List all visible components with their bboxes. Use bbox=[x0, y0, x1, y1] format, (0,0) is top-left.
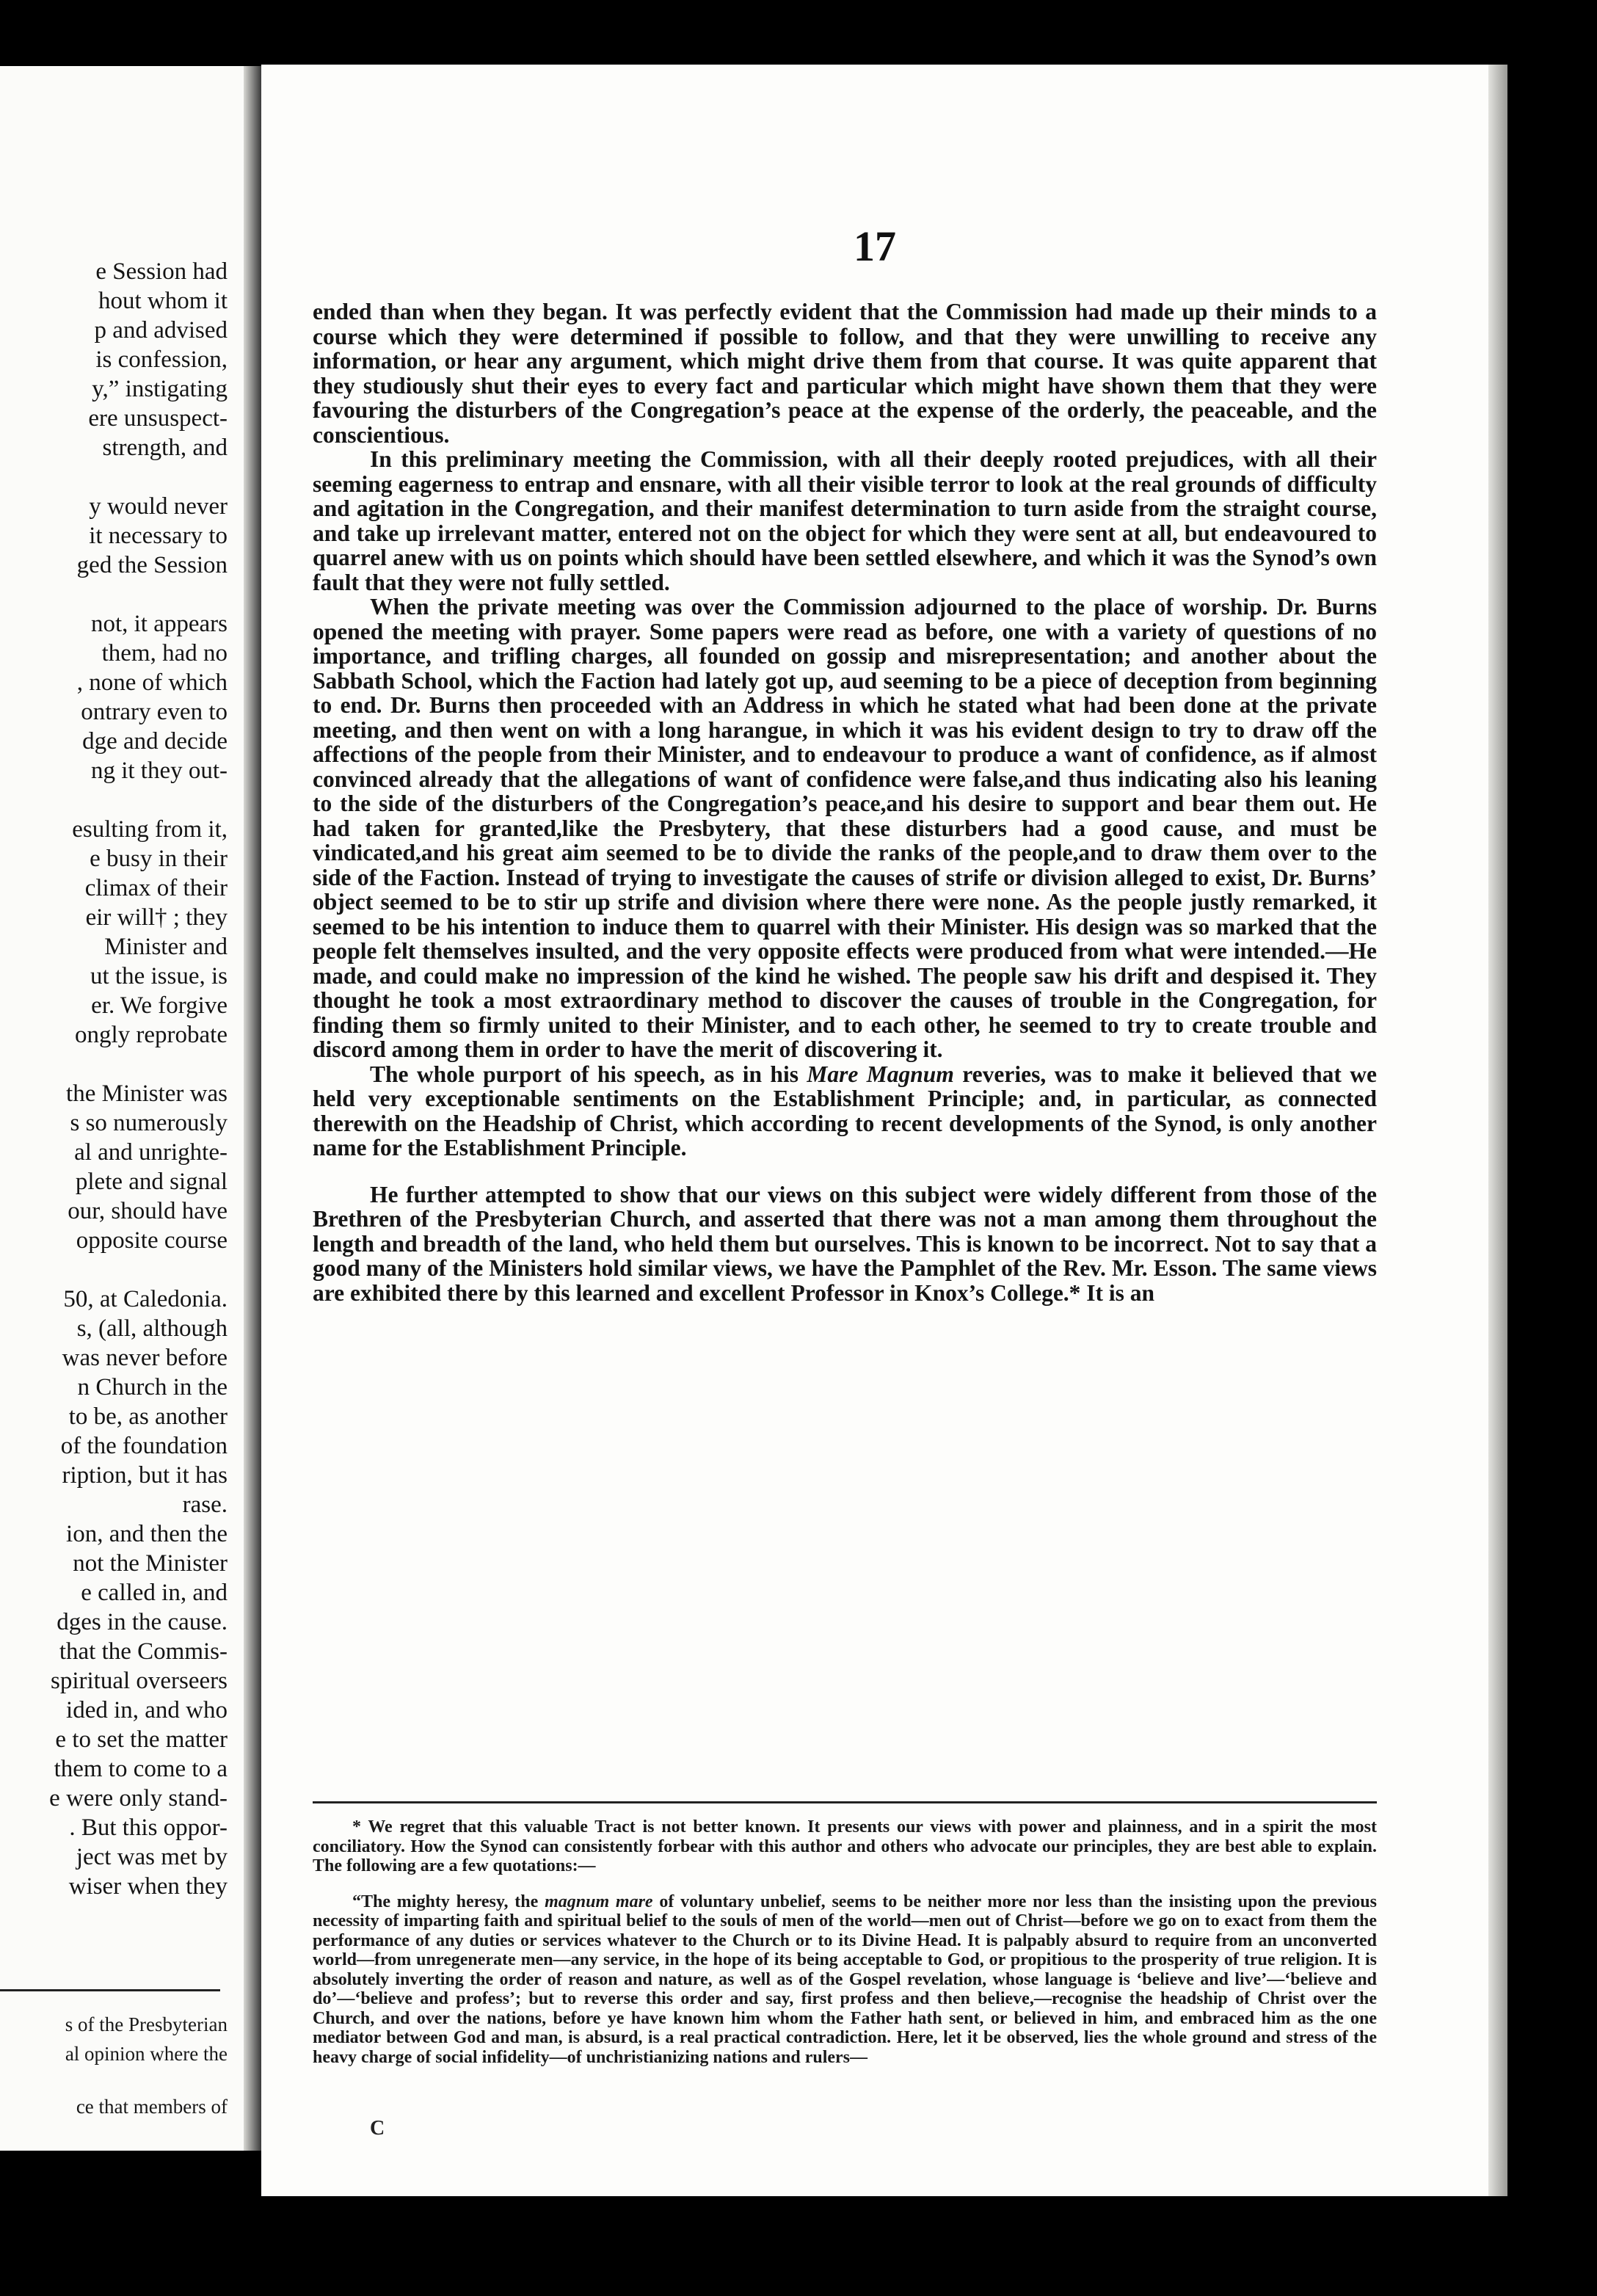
left-page-note-line bbox=[0, 2068, 228, 2092]
left-page-line: to be, as another bbox=[68, 1403, 228, 1430]
left-page-line: esulting from it, bbox=[72, 816, 228, 843]
left-page-line: ere unsuspect- bbox=[88, 405, 228, 432]
left-footnote-rule bbox=[0, 1989, 220, 1991]
left-page-line: ng it they out- bbox=[90, 758, 228, 784]
signature-mark: C bbox=[370, 2117, 385, 2140]
left-page-line bbox=[0, 785, 228, 815]
left-page-line: is confession, bbox=[95, 346, 228, 373]
paragraph-3: When the private meeting was over the Commission adjourned to the place of worship. Dr. Burns opened the meeting with prayer. Some papers were read as before, one with a variety of questions of no importance, and trifling charges, all founded on gossip and misrepresentation; and another about the Sabbath School, which the Faction had lately got up, aud seeming to be a piece of deception from beginning to end. Dr. Burns then proceeded with an Address in which he stated what had been done at the private meeting, and then went on with a long harangue, in which it was his evident design to try to draw off the affections of the people from their Minister, and to endeavour to produce a want of confidence, as if almost convinced already that the allegations of want of confidence were false,and thus indicating also his leaning to the side of the disturbers of the Congregation’s peace,and his desire to support and bear them out. He had taken for granted,like the Presbytery, that these disturbers had a good cause, and must be vindicated,and his great aim seemed to be to divide the ranks of the people,and to draw them over to the side of the Faction. Instead of trying to investigate the causes of strife or division alleged to exist, Dr. Burns’ object seemed to be to stir up strife and division where there were none. As the people justly remarked, it seemed to be his intention to induce them to quarrel with their Minister. His design was so marked that the people felt themselves insulted, and the very opposite effects were produced from what were intended.—He made, and could make no impression of the kind he wished. The people saw his drift and despised it. They thought he took a most extraordinary method to discover the causes of trouble in the Congregation, for finding them so firmly united to their Minister, and to each other, he seemed to try to create trouble and discord among them in order to have the merit of discovering it. bbox=[313, 594, 1377, 1062]
left-page-line: strength, and bbox=[102, 435, 228, 461]
left-page-text bbox=[0, 257, 228, 1901]
main-text bbox=[313, 299, 1377, 1305]
left-page-line bbox=[0, 580, 228, 609]
magnum-mare-emphasis: magnum mare bbox=[545, 1892, 653, 1911]
left-page-line: of the foundation bbox=[60, 1433, 228, 1459]
left-page-line: e busy in their bbox=[90, 846, 228, 872]
left-page-line: dges in the cause. bbox=[57, 1609, 228, 1635]
left-page-line: al and unrighte- bbox=[74, 1139, 228, 1166]
footnote-quotation bbox=[313, 1892, 1377, 2068]
left-page-line: wiser when they bbox=[68, 1873, 228, 1900]
quotation-text-after: of voluntary unbelief, seems to be neither more nor less than the insisting upon the previous necessity of imparting faith and spiritual belief to the souls of men of the world—men out of Christ—before we go on to exact from them the performance of any duties or services whatever to the Church or to its Divine Head. It is palpably absurd to require from an unconverted world—from unregenerate men—any service, in the hope of its being acceptable to God, or propitious to the prosperity of true religion. It is absolutely inverting the order of reason and nature, as well as of the Gospel revelation, whose language is ‘believe and live’—‘believe and do’—‘believe and profess’; but to reverse this order and say, first profess and then believe,—recognise the headship of Christ over the Church, and over the nations, before ye have known him whom the Father hath sent, or believed in him, and embraced him as the one mediator between God and man, is absurd, is a real practical contradiction. Here, let it be observed, lies the whole ground and stress of the heavy charge of social infidelity—of unchristianizing nations and rulers— bbox=[313, 1892, 1377, 2067]
footnote bbox=[313, 1817, 1377, 2067]
left-page-line: spiritual overseers bbox=[50, 1668, 228, 1694]
left-page-line: ription, but it has bbox=[62, 1462, 228, 1489]
paragraph-4 bbox=[313, 1062, 1377, 1160]
left-page-line: ject was met by bbox=[76, 1844, 228, 1870]
mare-magnum-emphasis: Mare Magnum bbox=[807, 1061, 954, 1087]
left-page-line: not the Minister bbox=[73, 1550, 228, 1577]
left-page-line: it necessary to bbox=[89, 523, 228, 549]
footnote-intro: * We regret that this valuable Tract is not better known. It presents our views with power and plainness, and in a spirit the most conciliatory. How the Synod can consistently forbear with this author and others who advocate our principles, they are best able to explain. The following are a few quotations:— bbox=[313, 1817, 1377, 1875]
left-page-line: ongly reprobate bbox=[74, 1022, 228, 1048]
left-page-note-line: ce that members of bbox=[76, 2096, 228, 2118]
left-page-line: ged the Session bbox=[76, 552, 228, 578]
paragraph-1: ended than when they began. It was perfectly evident that the Commission had made up their minds to a course which they were determined if possible to follow, and that they were unwilling to receive any information, or hear any argument, which might drive them from that course. It was quite apparent that they studiously shut their eyes to every fact and particular which might have shown them that they were favouring the disturbers of the Congregation’s peace at the expense of the orderly, the peaceable, and the conscientious. bbox=[313, 299, 1377, 448]
left-page-line: ut the issue, is bbox=[90, 963, 228, 989]
left-page-line bbox=[0, 462, 228, 492]
page-edge bbox=[1488, 65, 1507, 2196]
book-gutter bbox=[244, 66, 261, 2151]
left-page-line: eir will† ; they bbox=[85, 904, 228, 931]
left-page-line: rase. bbox=[182, 1492, 228, 1518]
left-page-line: plete and signal bbox=[75, 1169, 228, 1195]
left-page-line: e to set the matter bbox=[55, 1726, 228, 1753]
left-page-line: opposite course bbox=[76, 1227, 228, 1254]
right-page bbox=[261, 65, 1488, 2196]
left-page-line: s, (all, although bbox=[76, 1315, 228, 1342]
left-page-line: er. We forgive bbox=[91, 992, 228, 1019]
left-page-line: climax of their bbox=[84, 875, 228, 901]
left-page-line: e were only stand- bbox=[49, 1785, 228, 1812]
paragraph-4-text-before: The whole purport of his speech, as in his bbox=[370, 1061, 807, 1087]
left-page-line bbox=[0, 1050, 228, 1079]
left-page-line: was never before bbox=[62, 1345, 228, 1371]
left-page-line: dge and decide bbox=[82, 728, 228, 755]
left-page-note-line: s of the Presbyterian bbox=[65, 2013, 228, 2035]
quotation-text-before: “The mighty heresy, the bbox=[352, 1892, 545, 1911]
left-page-line: , none of which bbox=[76, 669, 228, 696]
left-page-line: y,” instigating bbox=[92, 376, 228, 402]
left-page-line: not, it appears bbox=[90, 611, 228, 637]
left-page-line: that the Commis- bbox=[59, 1638, 228, 1665]
left-page-line: e called in, and bbox=[81, 1580, 228, 1606]
left-page-line: Minister and bbox=[104, 934, 228, 960]
left-page-line: p and advised bbox=[94, 317, 228, 344]
left-page bbox=[0, 66, 244, 2151]
footnote-rule bbox=[313, 1801, 1377, 1803]
left-page-line: them, had no bbox=[101, 640, 228, 666]
left-page-line: ion, and then the bbox=[66, 1521, 228, 1547]
left-page-line: our, should have bbox=[68, 1198, 228, 1224]
paragraph-2: In this preliminary meeting the Commission, with all their deeply rooted prejudices, with all their seeming eagerness to entrap and ensnare, with all their visible terror to look at the real grounds of difficulty and agitation in the Congregation, and their manifest determination to turn aside from the straight course, and take up irrelevant matter, entered not on the object for which they were sent at all, but endeavoured to quarrel anew with us on points which should have been settled elsewhere, and which it was the Synod’s own fault that they were not fully settled. bbox=[313, 446, 1377, 595]
page-number: 17 bbox=[854, 222, 896, 270]
left-page-line: hout whom it bbox=[98, 288, 228, 314]
paragraph-5: He further attempted to show that our views on this subject were widely different from those of the Brethren of the Presbyterian Church, and asserted that there was not a man among them throughout the length and breadth of the land, who held them but ourselves. This is known to be incorrect. Not to say that a good many of the Ministers hold similar views, we have the Pamphlet of the Rev. Mr. Esson. The same views are exhibited there by this learned and excellent Professor in Knox’s College.* It is an bbox=[313, 1181, 1377, 1306]
left-page-line: . But this oppor- bbox=[69, 1814, 228, 1841]
left-page-line: s so numerously bbox=[70, 1110, 228, 1136]
left-page-line: ontrary even to bbox=[81, 699, 228, 725]
paragraph-4-text-after: reveries, was to make it believed that we held very exceptionable sentiments on the Establishment Principle; and, in particular, as connected therewith on the Headship of Christ, which according to recent developments of the Synod, is only another name for the Establishment Principle. bbox=[313, 1061, 1377, 1160]
left-page-line bbox=[0, 1255, 228, 1285]
left-page-line: 50, at Caledonia. bbox=[63, 1286, 228, 1312]
left-page-footnotes bbox=[0, 2010, 228, 2121]
left-page-line: ided in, and who bbox=[66, 1697, 228, 1723]
left-page-line: y would never bbox=[89, 493, 228, 520]
left-page-line: the Minister was bbox=[66, 1080, 228, 1107]
left-page-line: n Church in the bbox=[77, 1374, 228, 1401]
left-page-note-line: al opinion where the bbox=[65, 2043, 228, 2065]
left-page-line: them to come to a bbox=[54, 1756, 228, 1782]
left-page-line: e Session had bbox=[95, 258, 228, 285]
